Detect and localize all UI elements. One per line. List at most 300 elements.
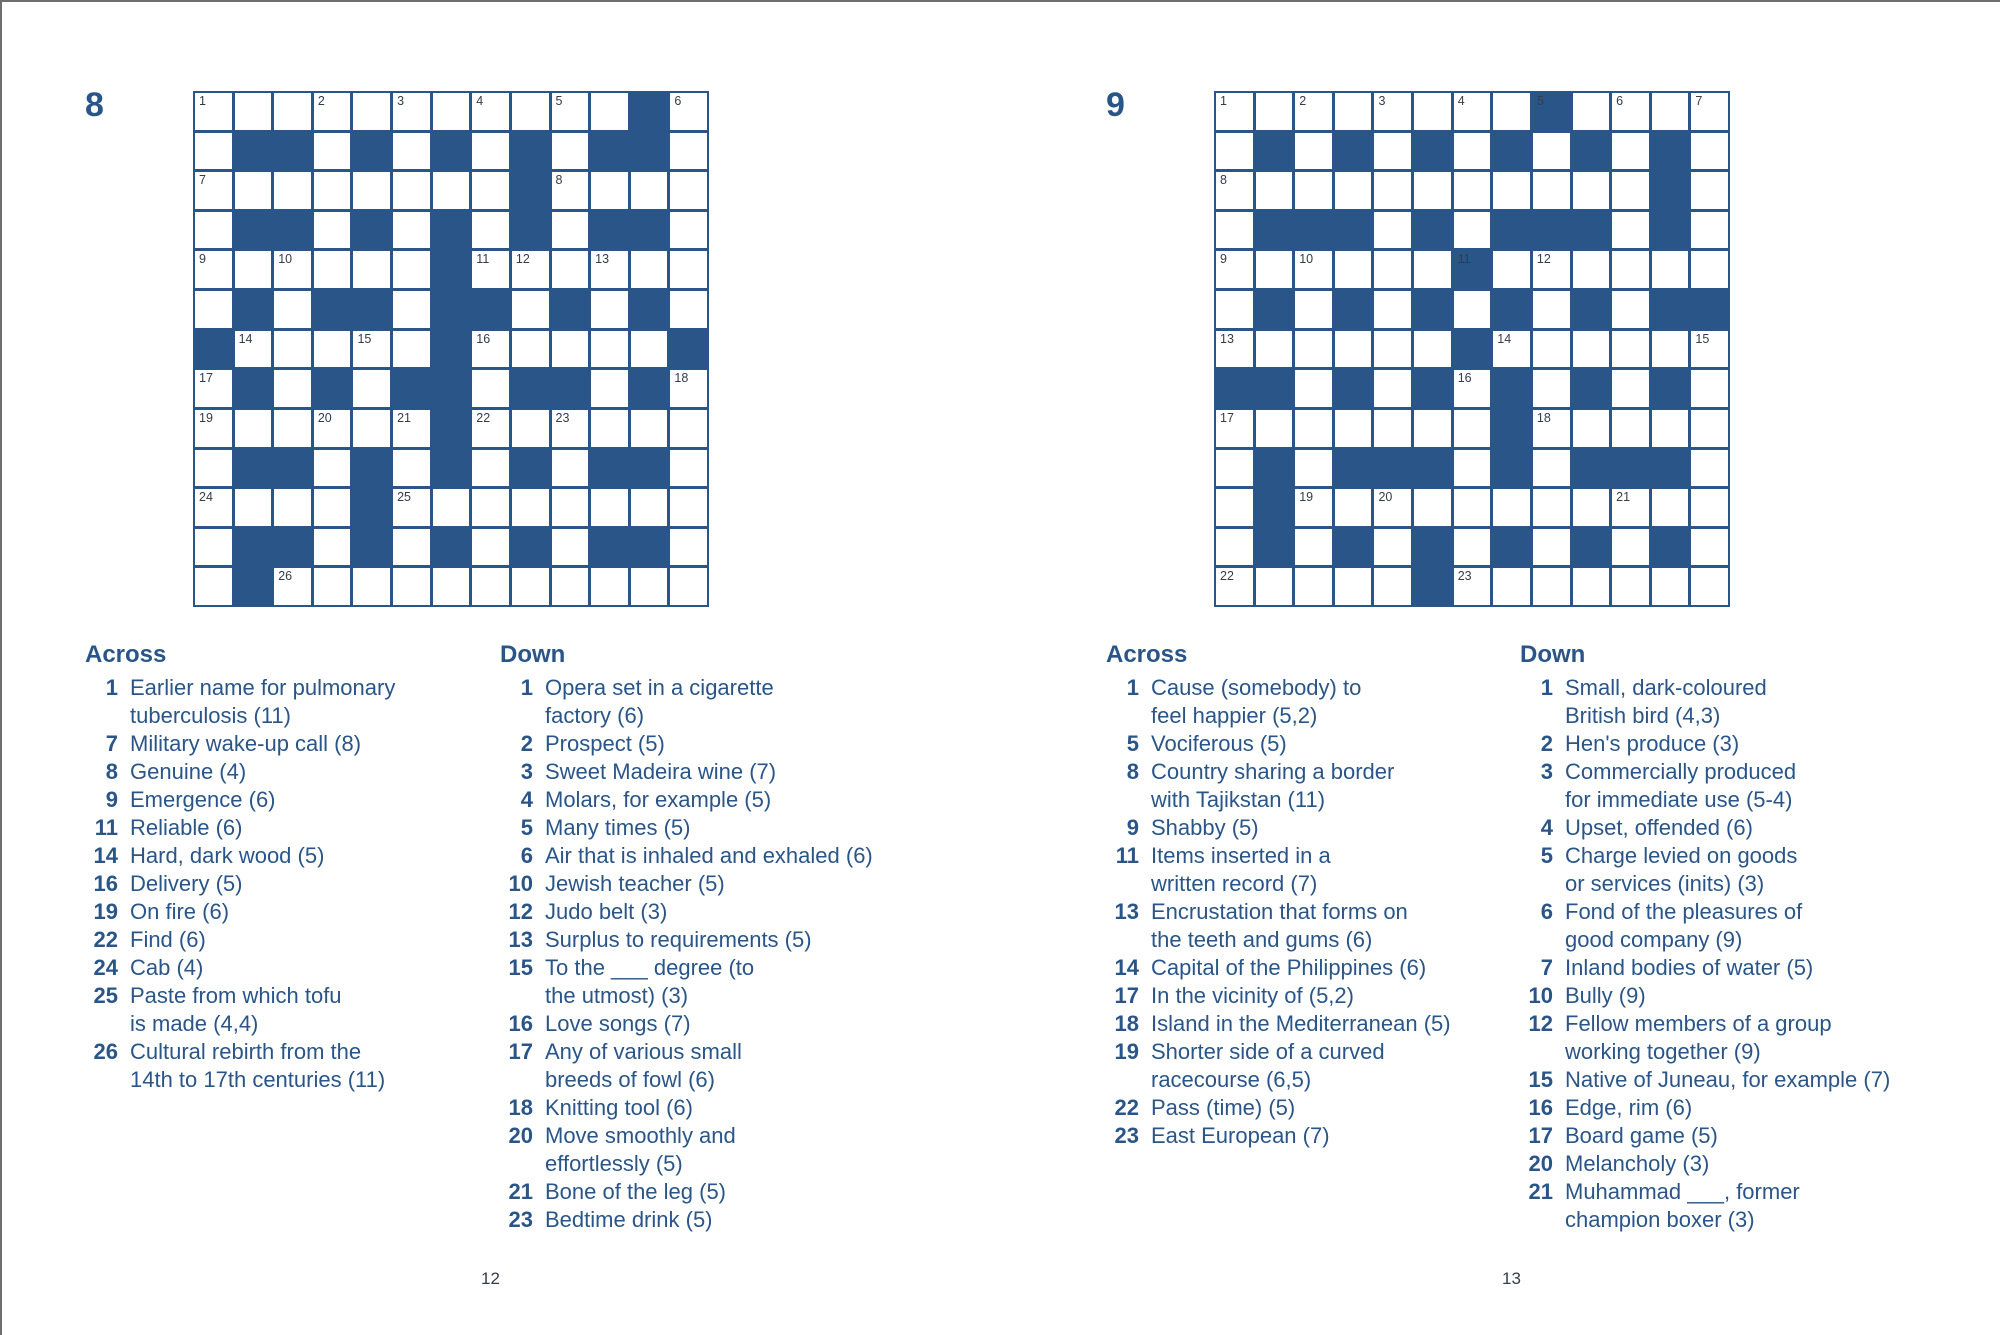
grid-cell[interactable]	[631, 410, 668, 447]
grid-cell[interactable]	[512, 489, 549, 526]
black-square	[1335, 291, 1372, 328]
grid-cell[interactable]	[1652, 489, 1689, 526]
grid-cell[interactable]	[195, 450, 232, 487]
grid-cell[interactable]	[1612, 172, 1649, 209]
grid-cell[interactable]	[552, 93, 589, 130]
grid-cell[interactable]	[591, 251, 628, 288]
grid-cell[interactable]	[631, 489, 668, 526]
cell-number: 14	[238, 331, 253, 346]
clue-number	[78, 702, 130, 730]
grid-cell[interactable]	[195, 133, 232, 170]
across-clue-list	[1099, 674, 1519, 1150]
black-square	[631, 93, 668, 130]
grid-cell[interactable]	[1216, 251, 1253, 288]
grid-cell[interactable]	[1295, 291, 1332, 328]
clue-number: 20	[508, 1123, 533, 1148]
grid-cell[interactable]	[393, 172, 430, 209]
grid-cell[interactable]	[393, 410, 430, 447]
grid-cell[interactable]	[591, 489, 628, 526]
grid-cell[interactable]	[1691, 331, 1728, 368]
grid-cell[interactable]	[1216, 133, 1253, 170]
grid-cell[interactable]	[1652, 331, 1689, 368]
clue-text: Pass (time) (5)	[1151, 1095, 1296, 1120]
clue-text: Fellow members of a group	[1565, 1011, 1832, 1036]
grid-cell[interactable]	[1533, 529, 1570, 566]
grid-cell[interactable]	[393, 251, 430, 288]
grid-cell[interactable]	[235, 93, 272, 130]
grid-cell[interactable]	[353, 370, 390, 407]
clue-text: Small, dark-coloured	[1565, 675, 1767, 700]
grid-cell[interactable]	[1295, 410, 1332, 447]
grid-cell[interactable]	[670, 133, 707, 170]
black-square	[1652, 172, 1689, 209]
grid-cell[interactable]	[1374, 172, 1411, 209]
grid-cell[interactable]	[1691, 568, 1728, 605]
grid-cell[interactable]	[353, 93, 390, 130]
grid-cell[interactable]	[1216, 568, 1253, 605]
grid-cell[interactable]	[1374, 331, 1411, 368]
clue-number: 18	[1114, 1011, 1139, 1036]
crossword-grid[interactable]	[193, 91, 709, 607]
clue-number: 13	[1114, 899, 1139, 924]
grid-cell[interactable]	[393, 291, 430, 328]
grid-cell[interactable]	[472, 450, 509, 487]
grid-cell[interactable]	[1612, 133, 1649, 170]
clue-text: Many times (5)	[545, 815, 691, 840]
clue-text: Bully (9)	[1565, 983, 1646, 1008]
grid-cell[interactable]	[1533, 251, 1570, 288]
grid-cell[interactable]	[1652, 93, 1689, 130]
clue-number: 1	[520, 675, 533, 700]
grid-cell[interactable]	[1374, 133, 1411, 170]
clue-number	[1099, 870, 1151, 898]
grid-cell[interactable]	[1533, 331, 1570, 368]
grid-cell[interactable]	[552, 529, 589, 566]
grid-cell[interactable]	[314, 212, 351, 249]
black-square	[1335, 529, 1372, 566]
grid-cell[interactable]	[1256, 331, 1293, 368]
grid-cell[interactable]	[1533, 450, 1570, 487]
grid-cell[interactable]	[1533, 489, 1570, 526]
grid-cell[interactable]	[472, 529, 509, 566]
clue-text: Hard, dark wood (5)	[130, 843, 325, 868]
across-clue-line	[1099, 758, 1519, 786]
grid-cell[interactable]	[314, 133, 351, 170]
grid-cell[interactable]	[1216, 489, 1253, 526]
cell-number: 6	[674, 94, 682, 108]
grid-cell[interactable]	[314, 331, 351, 368]
grid-cell[interactable]	[353, 251, 390, 288]
grid-cell[interactable]	[195, 370, 232, 407]
black-square	[1374, 450, 1411, 487]
grid-cell[interactable]	[1691, 370, 1728, 407]
grid-cell[interactable]	[552, 172, 589, 209]
grid-cell[interactable]	[1691, 251, 1728, 288]
grid-cell[interactable]	[1652, 251, 1689, 288]
grid-cell[interactable]	[1374, 93, 1411, 130]
grid-cell[interactable]	[1216, 410, 1253, 447]
down-clue-line	[493, 842, 913, 870]
grid-cell[interactable]	[195, 172, 232, 209]
grid-cell[interactable]	[631, 172, 668, 209]
grid-cell[interactable]	[1335, 568, 1372, 605]
grid-cell[interactable]	[472, 568, 509, 605]
grid-cell[interactable]	[552, 450, 589, 487]
grid-cell[interactable]	[1612, 568, 1649, 605]
grid-cell[interactable]	[1374, 251, 1411, 288]
clue-text: East European (7)	[1151, 1123, 1330, 1148]
across-clue-line	[1099, 1122, 1519, 1150]
grid-cell[interactable]	[393, 450, 430, 487]
page-frame-left	[0, 0, 2, 1335]
grid-cell[interactable]	[195, 568, 232, 605]
grid-cell[interactable]	[1374, 489, 1411, 526]
grid-cell[interactable]	[433, 568, 470, 605]
grid-cell[interactable]	[1533, 172, 1570, 209]
across-clue-line	[1099, 730, 1519, 758]
grid-cell[interactable]	[552, 568, 589, 605]
grid-cell[interactable]	[1493, 331, 1530, 368]
grid-cell[interactable]	[314, 93, 351, 130]
grid-cell[interactable]	[314, 529, 351, 566]
grid-cell[interactable]	[591, 568, 628, 605]
black-square	[235, 568, 272, 605]
grid-cell[interactable]	[1533, 568, 1570, 605]
grid-cell[interactable]	[1295, 568, 1332, 605]
across-clue-line	[78, 982, 478, 1010]
grid-cell[interactable]	[670, 251, 707, 288]
grid-cell[interactable]	[195, 212, 232, 249]
grid-cell[interactable]	[512, 93, 549, 130]
grid-cell[interactable]	[274, 489, 311, 526]
grid-cell[interactable]	[235, 172, 272, 209]
grid-cell[interactable]	[1295, 370, 1332, 407]
grid-cell[interactable]	[1295, 93, 1332, 130]
grid-cell[interactable]	[1414, 93, 1451, 130]
grid-cell[interactable]	[1295, 133, 1332, 170]
grid-cell[interactable]	[1295, 529, 1332, 566]
grid-cell[interactable]	[1573, 172, 1610, 209]
grid-cell[interactable]	[1454, 291, 1491, 328]
grid-cell[interactable]	[274, 370, 311, 407]
grid-cell[interactable]	[631, 331, 668, 368]
grid-cell[interactable]	[1414, 410, 1451, 447]
grid-cell[interactable]	[552, 489, 589, 526]
grid-cell[interactable]	[1335, 93, 1372, 130]
grid-cell[interactable]	[433, 93, 470, 130]
grid-cell[interactable]	[1295, 331, 1332, 368]
grid-cell[interactable]	[1216, 529, 1253, 566]
clue-number: 21	[508, 1179, 533, 1204]
grid-cell[interactable]	[1335, 251, 1372, 288]
grid-cell[interactable]	[472, 410, 509, 447]
grid-cell[interactable]	[1454, 93, 1491, 130]
grid-cell[interactable]	[1573, 489, 1610, 526]
black-square	[1414, 133, 1451, 170]
grid-cell[interactable]	[472, 251, 509, 288]
grid-cell[interactable]	[1691, 410, 1728, 447]
grid-cell[interactable]	[472, 370, 509, 407]
grid-cell[interactable]	[1335, 172, 1372, 209]
clue-text: Knitting tool (6)	[545, 1095, 693, 1120]
grid-cell[interactable]	[1691, 212, 1728, 249]
clue-number: 17	[1114, 983, 1139, 1008]
grid-cell[interactable]	[1335, 489, 1372, 526]
clue-number	[493, 702, 545, 730]
cell-number: 10	[278, 252, 293, 267]
grid-cell[interactable]	[670, 489, 707, 526]
grid-cell[interactable]	[1573, 93, 1610, 130]
clue-text: Judo belt (3)	[545, 899, 668, 924]
across-clue-line	[78, 926, 478, 954]
grid-cell[interactable]	[195, 489, 232, 526]
grid-cell[interactable]	[1493, 251, 1530, 288]
grid-cell[interactable]	[314, 568, 351, 605]
down-clue-line	[1513, 730, 1953, 758]
grid-cell[interactable]	[1216, 93, 1253, 130]
grid-cell[interactable]	[235, 251, 272, 288]
grid-cell[interactable]	[472, 212, 509, 249]
grid-cell[interactable]	[472, 133, 509, 170]
clue-number	[493, 1150, 545, 1178]
grid-cell[interactable]	[1256, 251, 1293, 288]
grid-cell[interactable]	[552, 331, 589, 368]
grid-cell[interactable]	[1652, 568, 1689, 605]
grid-cell[interactable]	[472, 172, 509, 209]
grid-cell[interactable]	[1256, 93, 1293, 130]
clue-number: 4	[1540, 815, 1553, 840]
clue-text: Surplus to requirements (5)	[545, 927, 812, 952]
grid-cell[interactable]	[1295, 450, 1332, 487]
grid-cell[interactable]	[1414, 489, 1451, 526]
grid-cell[interactable]	[1216, 291, 1253, 328]
grid-cell[interactable]	[670, 370, 707, 407]
grid-cell[interactable]	[393, 133, 430, 170]
grid-cell[interactable]	[670, 212, 707, 249]
grid-cell[interactable]	[274, 568, 311, 605]
grid-cell[interactable]	[1295, 251, 1332, 288]
grid-cell[interactable]	[591, 172, 628, 209]
grid-cell[interactable]	[512, 331, 549, 368]
grid-cell[interactable]	[1493, 172, 1530, 209]
grid-cell[interactable]	[353, 410, 390, 447]
clue-text: for immediate use (5-4)	[1565, 787, 1793, 812]
grid-cell[interactable]	[1256, 568, 1293, 605]
cell-number: 9	[199, 252, 206, 267]
grid-cell[interactable]	[670, 93, 707, 130]
grid-cell[interactable]	[1454, 133, 1491, 170]
grid-cell[interactable]	[433, 489, 470, 526]
grid-cell[interactable]	[1374, 212, 1411, 249]
grid-cell[interactable]	[512, 251, 549, 288]
grid-cell[interactable]	[1691, 489, 1728, 526]
grid-cell[interactable]	[1454, 410, 1491, 447]
grid-cell[interactable]	[195, 291, 232, 328]
grid-cell[interactable]	[1612, 370, 1649, 407]
grid-cell[interactable]	[1335, 410, 1372, 447]
grid-cell[interactable]	[1533, 370, 1570, 407]
grid-cell[interactable]	[1216, 450, 1253, 487]
cell-number: 21	[1616, 490, 1631, 505]
grid-cell[interactable]	[1612, 251, 1649, 288]
grid-cell[interactable]	[631, 251, 668, 288]
grid-cell[interactable]	[274, 291, 311, 328]
grid-cell[interactable]	[472, 489, 509, 526]
grid-cell[interactable]	[1493, 568, 1530, 605]
grid-cell[interactable]	[1612, 529, 1649, 566]
grid-cell[interactable]	[1295, 172, 1332, 209]
across-clue-line	[1099, 926, 1519, 954]
grid-cell[interactable]	[353, 331, 390, 368]
grid-cell[interactable]	[512, 291, 549, 328]
grid-cell[interactable]	[631, 568, 668, 605]
black-square	[1573, 370, 1610, 407]
grid-cell[interactable]	[1454, 568, 1491, 605]
across-clue-line	[78, 674, 478, 702]
grid-cell[interactable]	[1454, 529, 1491, 566]
grid-cell[interactable]	[393, 212, 430, 249]
grid-cell[interactable]	[393, 331, 430, 368]
grid-cell[interactable]	[1493, 489, 1530, 526]
grid-cell[interactable]	[670, 172, 707, 209]
grid-cell[interactable]	[591, 93, 628, 130]
cell-number: 17	[199, 371, 213, 386]
grid-cell[interactable]	[393, 568, 430, 605]
black-square	[631, 370, 668, 407]
clue-text: Country sharing a border	[1151, 759, 1395, 784]
grid-cell[interactable]	[552, 212, 589, 249]
grid-cell[interactable]	[552, 251, 589, 288]
grid-cell[interactable]	[670, 410, 707, 447]
grid-cell[interactable]	[552, 410, 589, 447]
grid-cell[interactable]	[235, 410, 272, 447]
grid-cell[interactable]	[1573, 410, 1610, 447]
grid-cell[interactable]	[195, 93, 232, 130]
grid-cell[interactable]	[393, 489, 430, 526]
grid-cell[interactable]	[1454, 172, 1491, 209]
grid-cell[interactable]	[1612, 93, 1649, 130]
grid-cell[interactable]	[353, 172, 390, 209]
down-clue-line	[1513, 1150, 1953, 1178]
grid-cell[interactable]	[1454, 212, 1491, 249]
grid-cell[interactable]	[1295, 489, 1332, 526]
grid-cell[interactable]	[1454, 370, 1491, 407]
grid-cell[interactable]	[591, 331, 628, 368]
grid-cell[interactable]	[314, 410, 351, 447]
grid-cell[interactable]	[1612, 212, 1649, 249]
grid-cell[interactable]	[1533, 291, 1570, 328]
grid-cell[interactable]	[1612, 410, 1649, 447]
grid-cell[interactable]	[314, 251, 351, 288]
grid-cell[interactable]	[1374, 529, 1411, 566]
grid-cell[interactable]	[670, 568, 707, 605]
grid-cell[interactable]	[1533, 133, 1570, 170]
grid-cell[interactable]	[1573, 568, 1610, 605]
grid-cell[interactable]	[1374, 568, 1411, 605]
grid-cell[interactable]	[1691, 529, 1728, 566]
grid-cell[interactable]	[1216, 172, 1253, 209]
grid-cell[interactable]	[670, 529, 707, 566]
grid-cell[interactable]	[314, 450, 351, 487]
grid-cell[interactable]	[393, 529, 430, 566]
grid-cell[interactable]	[472, 93, 509, 130]
grid-cell[interactable]	[1612, 331, 1649, 368]
crossword-grid[interactable]	[1214, 91, 1730, 607]
cell-number: 25	[397, 490, 411, 505]
black-square	[274, 133, 311, 170]
grid-cell[interactable]	[274, 93, 311, 130]
grid-cell[interactable]	[1414, 331, 1451, 368]
grid-cell[interactable]	[235, 489, 272, 526]
clue-text: Jewish teacher (5)	[545, 871, 725, 896]
grid-cell[interactable]	[1533, 410, 1570, 447]
grid-cell[interactable]	[512, 568, 549, 605]
grid-cell[interactable]	[1414, 172, 1451, 209]
grid-cell[interactable]	[1374, 370, 1411, 407]
clue-text: Bedtime drink (5)	[545, 1207, 713, 1232]
grid-cell[interactable]	[670, 450, 707, 487]
grid-cell[interactable]	[1612, 489, 1649, 526]
down-clue-line	[493, 954, 913, 982]
grid-cell[interactable]	[1454, 450, 1491, 487]
grid-cell[interactable]	[314, 172, 351, 209]
grid-cell[interactable]	[353, 568, 390, 605]
grid-cell[interactable]	[1652, 410, 1689, 447]
grid-cell[interactable]	[1691, 450, 1728, 487]
grid-cell[interactable]	[591, 410, 628, 447]
grid-cell[interactable]	[433, 172, 470, 209]
grid-cell[interactable]	[1335, 331, 1372, 368]
grid-cell[interactable]	[591, 370, 628, 407]
grid-cell[interactable]	[591, 291, 628, 328]
down-clue-line	[493, 1066, 913, 1094]
grid-cell[interactable]	[1612, 291, 1649, 328]
grid-cell[interactable]	[393, 93, 430, 130]
grid-cell[interactable]	[670, 291, 707, 328]
black-square	[1652, 370, 1689, 407]
grid-cell[interactable]	[1691, 172, 1728, 209]
grid-cell[interactable]	[1454, 489, 1491, 526]
grid-cell[interactable]	[1573, 331, 1610, 368]
grid-cell[interactable]	[195, 251, 232, 288]
grid-cell[interactable]	[274, 172, 311, 209]
grid-cell[interactable]	[1216, 212, 1253, 249]
grid-cell[interactable]	[1256, 172, 1293, 209]
grid-cell[interactable]	[1374, 410, 1411, 447]
grid-cell[interactable]	[1493, 93, 1530, 130]
grid-cell[interactable]	[274, 331, 311, 368]
black-square	[472, 291, 509, 328]
black-square	[631, 212, 668, 249]
grid-cell[interactable]	[195, 410, 232, 447]
grid-cell[interactable]	[274, 251, 311, 288]
grid-cell[interactable]	[1573, 251, 1610, 288]
cell-number: 8	[1220, 173, 1227, 188]
grid-cell[interactable]	[1256, 410, 1293, 447]
grid-cell[interactable]	[552, 133, 589, 170]
grid-cell[interactable]	[1414, 251, 1451, 288]
grid-cell[interactable]	[1691, 93, 1728, 130]
grid-cell[interactable]	[195, 529, 232, 566]
grid-cell[interactable]	[512, 410, 549, 447]
grid-cell[interactable]	[235, 331, 272, 368]
grid-cell[interactable]	[1216, 331, 1253, 368]
grid-cell[interactable]	[1691, 133, 1728, 170]
grid-cell[interactable]	[472, 331, 509, 368]
grid-cell[interactable]	[274, 410, 311, 447]
grid-cell[interactable]	[314, 489, 351, 526]
grid-cell[interactable]	[1374, 291, 1411, 328]
